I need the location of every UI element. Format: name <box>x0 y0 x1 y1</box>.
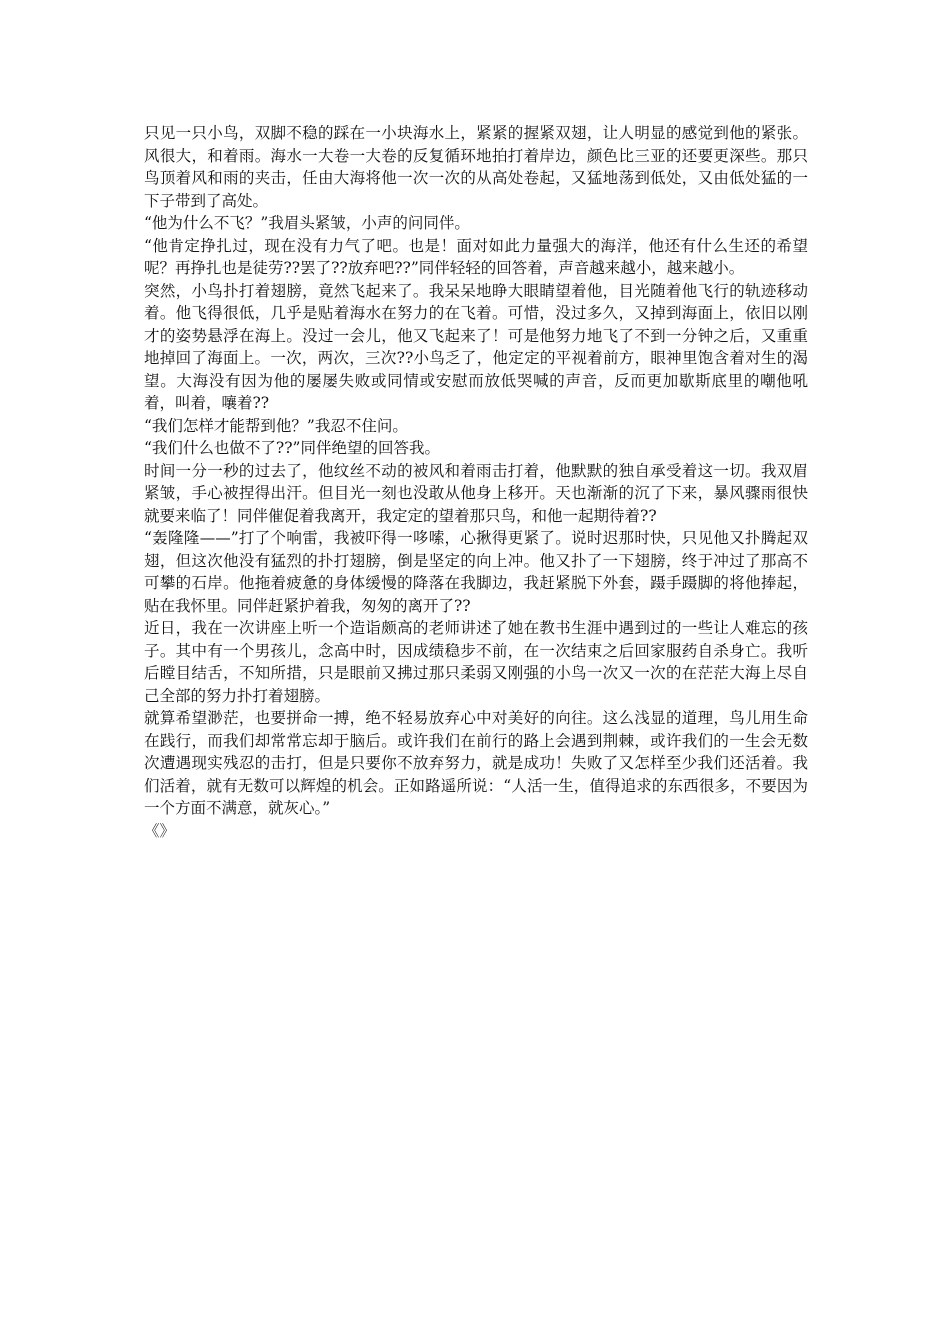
paragraph-bird-on-sea: 只见一只小鸟，双脚不稳的踩在一小块海水上，紧紧的握紧双翅，让人明显的感觉到他的紧张。风很大，和着雨。海水一大卷一大卷的反复循环地拍打着岸边，颜色比三亚的还要更深些。那只鸟顶着风和雨的夹击，任由大海将他一次一次的从高处卷起，又猛地荡到低处，又由低处猛的一下子带到了高处。 <box>144 124 808 210</box>
paragraph-how-to-help: “我们怎样才能帮到他？”我忍不住问。 <box>144 416 408 435</box>
paragraph-time-passes: 时间一分一秒的过去了，他纹丝不动的被风和着雨击打着，他默默的独自承受着这一切。我双眉紧皱，手心被捏得出汗。但目光一刻也没敢从他身上移开。天也渐渐的沉了下来，暴风骤雨很快就要来临了！同伴催促着我离开，我定定的望着那只鸟，和他一起期待着?? <box>144 461 808 525</box>
paragraph-lecture: 近日，我在一次讲座上听一个造诣颇高的老师讲述了她在教书生涯中遇到过的一些让人难忘的孩子。其中有一个男孩儿，念高中时，因成绩稳步不前，在一次结束之后回家服药自杀身亡。我听后瞠目结舌，不知所措，只是眼前又拂过那只柔弱又刚强的小鸟一次又一次的在茫茫大海上尽自己全部的努力扑打着翅膀。 <box>144 619 808 705</box>
paragraph-nothing-to-do: “我们什么也做不了??”同伴绝望的回答我。 <box>144 439 440 457</box>
paragraph-why-not-fly: “他为什么不飞？”我眉头紧皱，小声的问同伴。 <box>144 214 470 232</box>
paragraph-bird-flies: 突然，小鸟扑打着翅膀，竟然飞起来了。我呆呆地睁大眼睛望着他，目光随着他飞行的轨迹移动着。他飞得很低，几乎是贴着海水在努力的在飞着。可惜，没过多久，又掉到海面上，依旧以刚才的姿势悬浮在海上。没过一会儿，他又飞起来了！可是他努力地飞了不到一分钟之后，又重重地掉回了海面上。一次，两次，三次??小鸟乏了，他定定的平视着前方，眼神里饱含着对生的渴望。大海没有因为他的屡屡失败或同情或安慰而放低哭喊的声音，反而更加歇斯底里的嘲他吼着，叫着，嚷着?? <box>144 281 808 412</box>
document-body <box>144 122 808 842</box>
paragraph-thunder: “轰隆隆——”打了个响雷，我被吓得一哆嗦，心揪得更紧了。说时迟那时快，只见他又扑腾起双翅，但这次他没有猛烈的扑打翅膀，倒是坚定的向上冲。他又扑了一下翅膀，终于冲过了那高不可攀的石岸。他拖着疲惫的身体缓慢的降落在我脚边，我赶紧脱下外套，蹑手蹑脚的将他捧起，贴在我怀里。同伴赶紧护着我，匆匆的离开了?? <box>144 529 808 615</box>
paragraph-companion-reply: “他肯定挣扎过，现在没有力气了吧。也是！面对如此力量强大的海洋，他还有什么生还的希望呢？再挣扎也是徒劳??罢了??放弃吧??”同伴轻轻的回答着，声音越来越小，越来越小。 <box>144 236 808 277</box>
paragraph-title-marks: 《》 <box>144 821 176 840</box>
paragraph-conclusion: 就算希望渺茫，也要拼命一搏，绝不轻易放弃心中对美好的向往。这么浅显的道理，鸟儿用生命在践行，而我们却常常忘却于脑后。或许我们在前行的路上会遇到荆棘，或许我们的一生会无数次遭遇现实残忍的击打，但是只要你不放弃努力，就是成功！失败了又怎样至少我们还活着。我们活着，就有无数可以辉煌的机会。正如路遥所说：“人活一生，值得追求的东西很多，不要因为一个方面不满意，就灰心。” <box>144 709 808 817</box>
